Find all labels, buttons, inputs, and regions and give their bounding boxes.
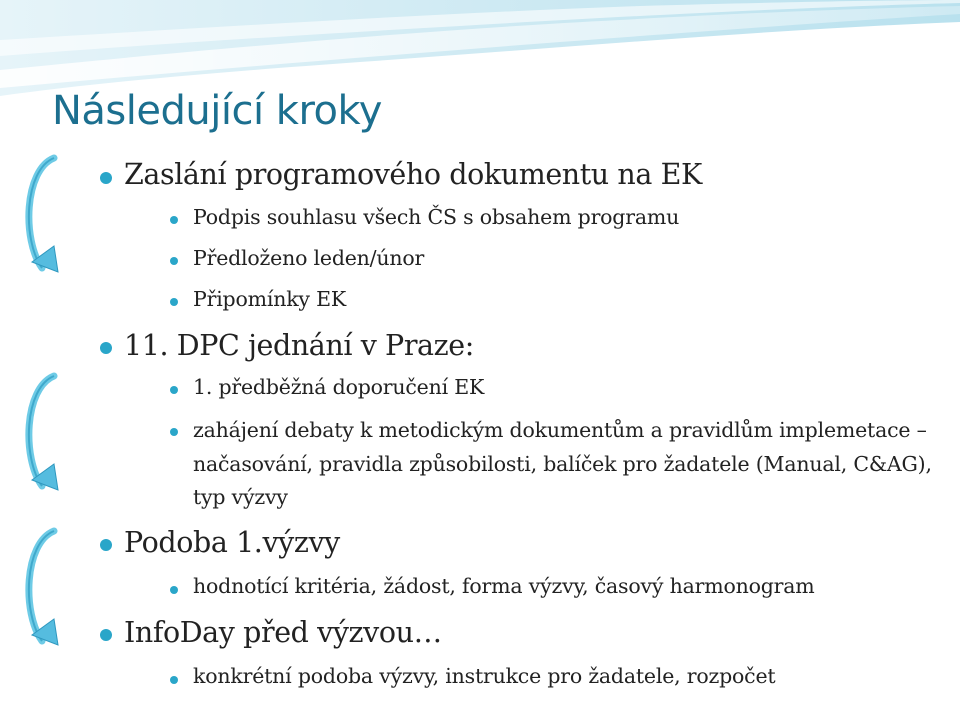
bullet-dot: [170, 586, 178, 594]
bullet-dot: [170, 676, 178, 684]
bullet-level2: 1. předběžná doporučení EK: [193, 375, 485, 399]
bullet-dot: [100, 342, 112, 354]
bullet-level1: InfoDay před výzvou…: [124, 616, 442, 649]
bullet-level2: konkrétní podoba výzvy, instrukce pro žadatele, rozpočet: [193, 664, 776, 688]
bullet-dot: [170, 216, 178, 224]
bullet-dot: [170, 428, 178, 436]
bullet-level2: Připomínky EK: [193, 287, 347, 311]
slide-title: Následující kroky: [52, 88, 382, 134]
bullet-dot: [100, 629, 112, 641]
bullet-level2: hodnotící kritéria, žádost, forma výzvy, časový harmonogram: [193, 574, 815, 598]
bullet-level2: Předloženo leden/únor: [193, 246, 425, 270]
bullet-dot: [100, 539, 112, 551]
bullet-dot: [170, 386, 178, 394]
bullet-dot: [170, 298, 178, 306]
bullet-level1: Zaslání programového dokumentu na EK: [124, 158, 702, 191]
bullet-dot: [100, 172, 112, 184]
bullet-level2: zahájení debaty k metodickým dokumentům a pravidlům implemetace – načasování, pravidla způsobilosti, balíček pro žadatele (Manual, C&AG), typ výzvy: [193, 418, 932, 509]
bullet-dot: [170, 257, 178, 265]
bullet-level1: 11. DPC jednání v Praze:: [124, 329, 474, 362]
bullet-level2: Podpis souhlasu všech ČS s obsahem programu: [193, 205, 680, 229]
bullet-level1: Podoba 1.výzvy: [124, 526, 340, 559]
